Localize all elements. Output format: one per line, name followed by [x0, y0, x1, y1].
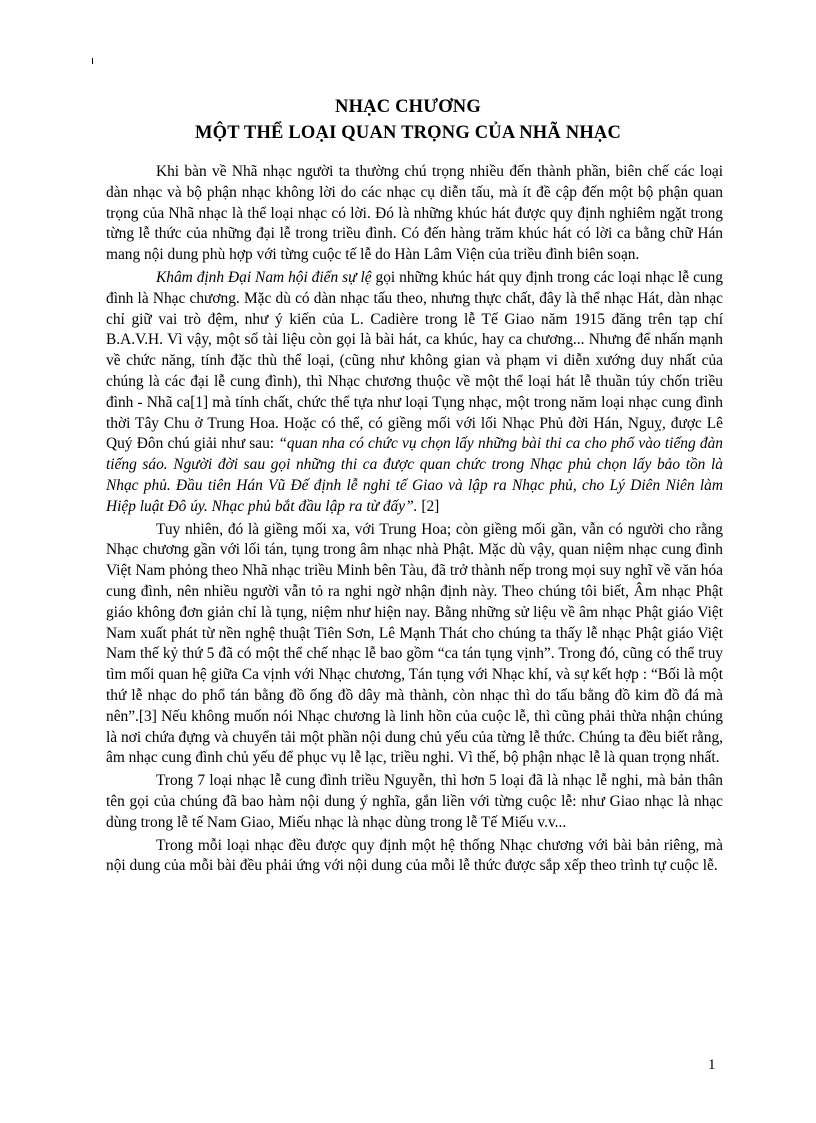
paragraph-2 — [106, 268, 723, 518]
paragraph-3 — [106, 520, 723, 770]
document-body — [106, 162, 723, 879]
crop-mark — [92, 58, 93, 64]
page-number: 1 — [708, 1057, 716, 1073]
paragraph-4 — [106, 771, 723, 833]
paragraph-3-text: Tuy nhiên, đó là giềng mối xa, với Trung Hoa; còn giềng mối gần, vẫn có người cho rằng Nhạc chương gần với lối tán, tụng trong âm nhạc nhà Phật. Mặc dù vậy, quan niệm nhạc cung đình Việt Nam phỏng theo Nhã nhạc triều Minh bên Tàu, đã trở thành nếp trong mọi suy nghĩ về văn hóa cung đình, nên nhiều người vẫn tỏ ra nghi ngờ nhận định này. Theo chúng tôi biết, Âm nhạc Phật giáo không đơn giản chỉ là tụng, niệm như hiện nay. Bằng những sử liệu về âm nhạc Phật giáo Việt Nam xuất phát từ nền nghệ thuật Tiên Sơn, Lê Mạnh Thát cho chúng ta thấy lễ nhạc Phật giáo Việt Nam thế kỷ thứ 5 đã có một thể chế nhạc lễ bao gồm “ca tán tụng vịnh”. Trong đó, cũng có thể truy tìm mối quan hệ giữa Ca vịnh với Nhạc chương, Tán tụng với Nhạc khí, và sự kết hợp : “Bối là một thứ lễ nhạc do phổ tán bằng đồ ống đồ dây mà thành, còn nhạc thì do tấu bằng đồ kim đồ đá mà nên”.[3] Nếu không muốn nói Nhạc chương là linh hồn của cuộc lễ, thì cũng phải thừa nhận chúng là nơi chứa đựng và chuyển tải một phần nội dung chủ yếu của từng lễ thức. Chúng ta đều biết rằng, âm nhạc cung đình chủ yếu để phục vụ lễ lạc, triều nghi. Vì thế, bộ phận nhạc lễ là quan trọng nhất. — [106, 520, 723, 767]
paragraph-1 — [106, 162, 723, 266]
paragraph-1-text: Khi bàn về Nhã nhạc người ta thường chú trọng nhiều đến thành phần, biên chế các loại dàn nhạc và bộ phận nhạc không lời do các nhạc cụ diễn tấu, mà ít đề cập đến một bộ phận quan trọng của Nhã nhạc là thể loại nhạc có lời. Đó là những khúc hát được quy định nghiêm ngặt trong từng lễ thức của những đại lễ trong triều đình. Có đến hàng trăm khúc hát có lời ca bằng chữ Hán mang nội dung phù hợp với từng cuộc tế lễ do Hàn Lâm Viện của triều đình biên soạn. — [106, 163, 723, 264]
document-title — [0, 94, 816, 146]
paragraph-2-text: gọi những khúc hát quy định trong các loại nhạc lễ cung đình là Nhạc chương. Mặc dù có dàn nhạc tấu theo, nhưng thực chất, đây là thể nhạc Hát, dàn nhạc chỉ giữ vai trò đệm, như ý kiến của L. Cadière trong lễ Tế Giao năm 1915 đăng trên tạp chí B.A.V.H. Vì vậy, một số tài liệu còn gọi là bài hát, ca khúc, hay ca chương... Nhưng để nhấn mạnh về chức năng, tính đặc thù thể loại, (cũng như không gian và phạm vi diễn xướng duy nhất của chúng là các đại lễ cung đình), thì Nhạc chương thuộc về một thể loại hát lễ thuần túy chốn triều đình - Nhã ca[1] mà tính chất, chức thể tựa như loại Tụng nhạc, một trong năm loại nhạc cung đình thời Tây Chu ở Trung Hoa. Hoặc có thể, có giềng mối với lối Nhạc Phủ đời Hán, Nguỵ, được Lê Quý Đôn chú giải như sau: — [106, 268, 723, 453]
title-line-1: NHẠC CHƯƠNG — [335, 97, 481, 117]
paragraph-4-text: Trong 7 loại nhạc lễ cung đình triều Nguyễn, thì hơn 5 loại đã là nhạc lễ nghi, mà bản thân tên gọi của chúng đã bao hàm nội dung ý nghĩa, gắn liền với từng cuộc lễ: như Giao nhạc là nhạc dùng trong lễ tế Nam Giao, Miếu nhạc là nhạc dùng trong lễ Tế Miếu v.v... — [106, 772, 723, 831]
paragraph-2-quote: “quan nha có chức vụ chọn lấy những bài thi ca cho phổ vào tiếng đàn tiếng sáo. Người đời sau gọi những thi ca được quan chức trong Nhạc phủ chọn lấy bảo tồn là Nhạc phủ. Đầu tiên Hán Vũ Đế định lễ nghi tế Giao và lập ra Nhạc phủ, cho Lý Diên Niên làm Hiệp luật Đô úy. Nhạc phủ bắt đầu lập ra từ đấy”. — [106, 435, 724, 515]
title-line-2: MỘT THỂ LOẠI QUAN TRỌNG CỦA NHÃ NHẠC — [194, 123, 622, 143]
paragraph-5 — [106, 836, 723, 878]
paragraph-2-reference: [2] — [417, 497, 440, 515]
paragraph-2-italic-lead: Khâm định Đại Nam hội điển sự lệ — [156, 268, 372, 286]
paragraph-5-text: Trong mỗi loại nhạc đều được quy định một hệ thống Nhạc chương với bài bản riêng, mà nội dung của mỗi bài đều phải ứng với nội dung của mỗi lễ thức được sắp xếp theo trình tự cuộc lễ. — [106, 836, 723, 875]
